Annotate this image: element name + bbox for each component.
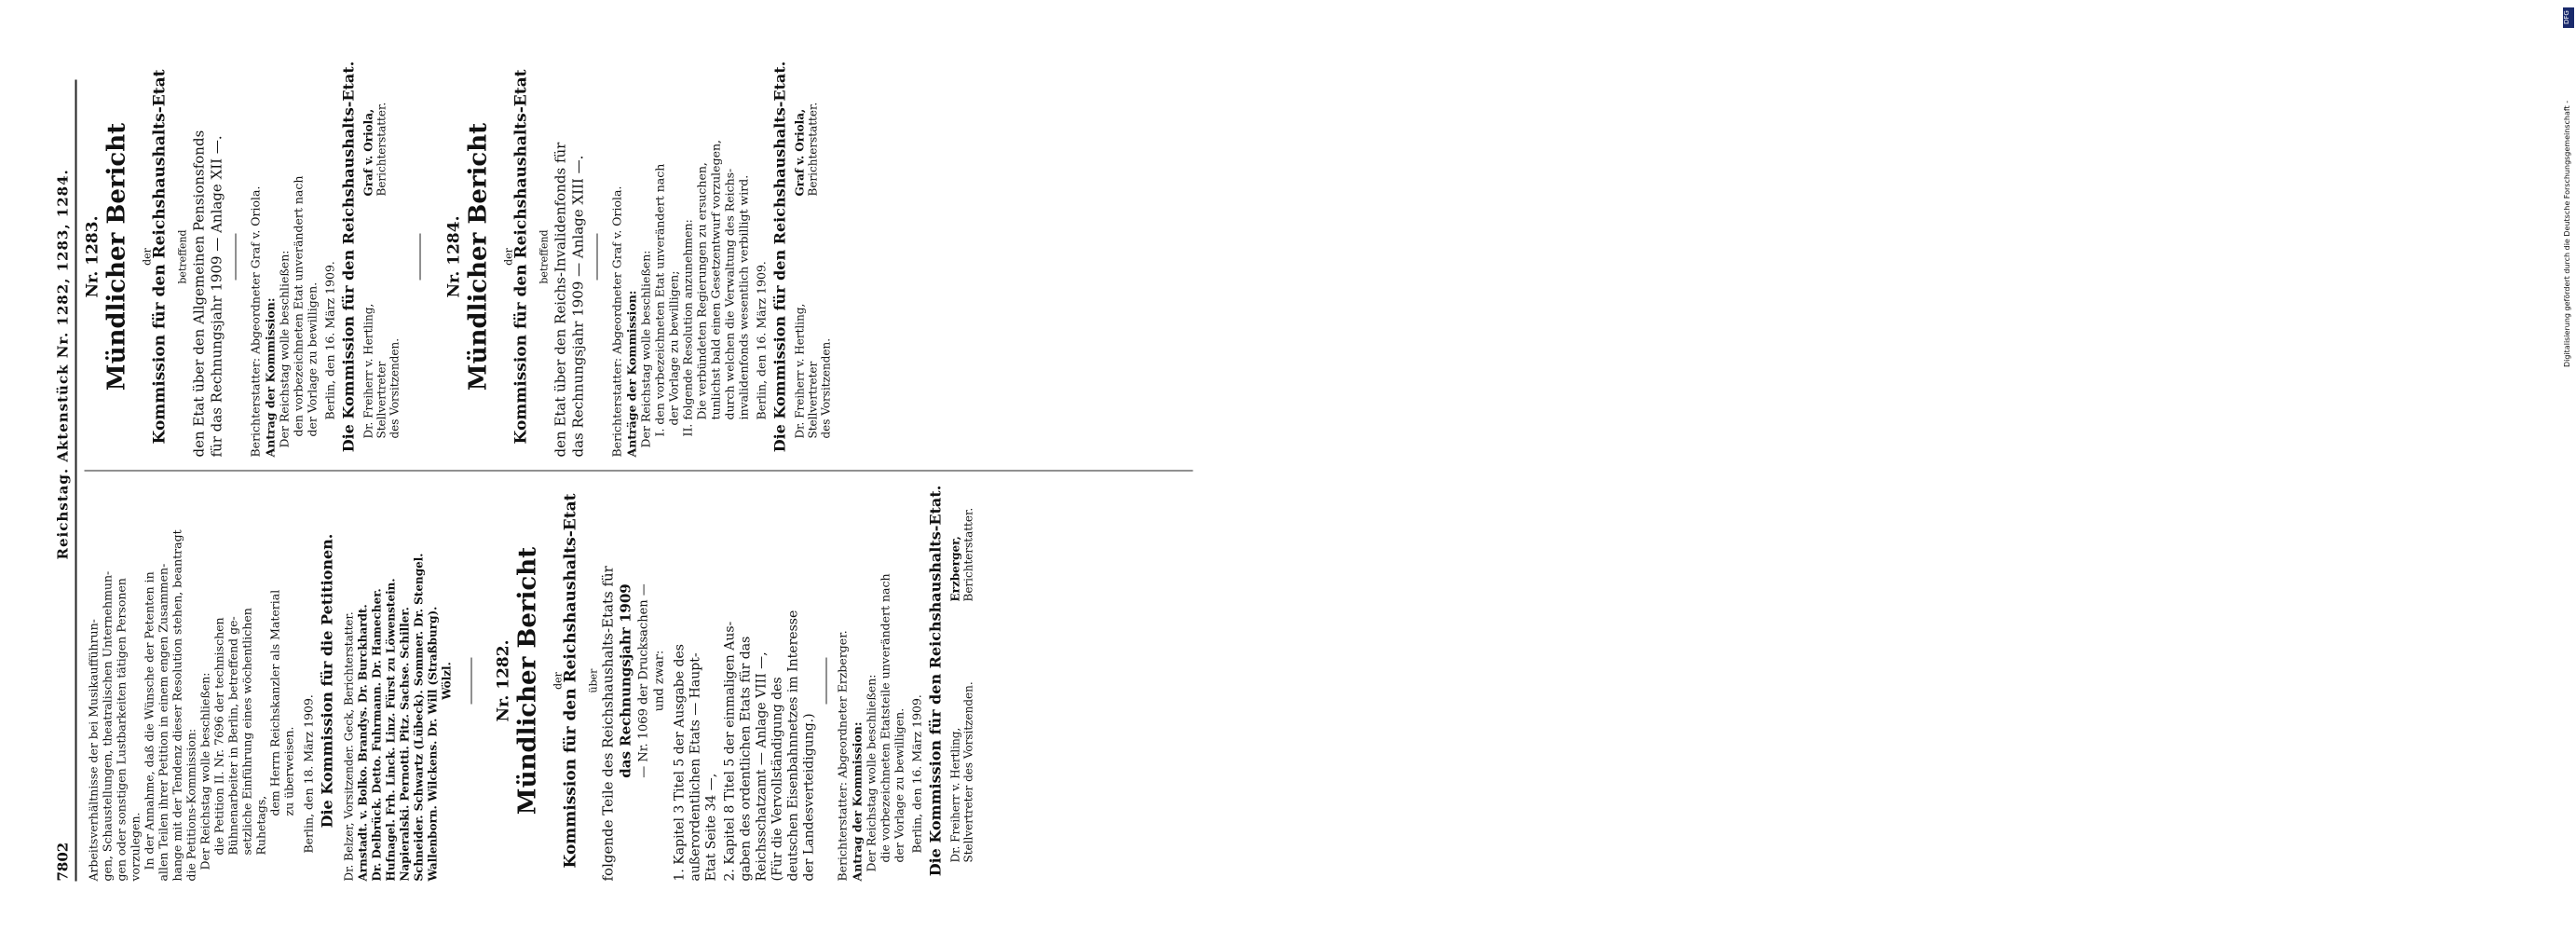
- commission-title: Kommission für den Reichshaushalts-Etat: [150, 69, 169, 444]
- header-rule: [75, 79, 76, 881]
- body-line: Bühnenarbeiter in Berlin, betreffend ge-: [225, 615, 239, 855]
- commission-heading: Die Kommission für den Reichshaushalts-Etat.: [339, 61, 357, 452]
- motion-heading: Antrag der Kommission:: [850, 721, 864, 881]
- item-line: 1. Kapitel 3 Titel 5 der Ausgabe des: [672, 643, 687, 881]
- commission-heading: Die Kommission für den Reichshaushalts-Etat.: [926, 485, 944, 876]
- doc-number: Nr. 1282.: [494, 639, 512, 722]
- section-rule: [825, 657, 826, 704]
- body-line: allen Teilen ihrer Petition in einem engen Zusammen-: [156, 563, 170, 881]
- item-line: gaben des ordentlichen Etats für das: [738, 636, 753, 881]
- motion-line: tunlichst bald einen Gesetzentwurf vorzulegen,: [708, 139, 722, 419]
- date-line: Berlin, den 16. März 1909.: [909, 693, 923, 853]
- betreffend-word: betreffend: [538, 228, 550, 284]
- signature-right: Berichterstatter.: [375, 102, 388, 196]
- der-word: der: [502, 247, 514, 266]
- betreffend-word: betreffend: [176, 228, 188, 284]
- member-line: Dr. Belzer, Vorsitzender. Geck, Berichterstatter.: [342, 610, 355, 881]
- reporter-line: Berichterstatter: Abgeordneter Graf v. Oriola.: [248, 185, 262, 457]
- body-line: Der Reichstag wolle beschließen:: [198, 672, 211, 870]
- motion-line: durch welchen die Verwaltung des Reichs-: [722, 168, 736, 419]
- motion-heading: Antrag der Kommission:: [263, 297, 277, 457]
- body-line: hange mit der Tendenz dieser Resolution stehen, beantragt: [170, 528, 184, 881]
- date-line: Berlin, den 16. März 1909.: [754, 260, 768, 419]
- motion-line: Der Reichstag wolle beschließen:: [864, 674, 878, 871]
- body-line: die Petition II. Nr. 7696 der technischen: [211, 616, 225, 855]
- doc-number: Nr. 1284.: [444, 215, 463, 298]
- right-column: [83, 56, 1204, 457]
- commission-heading: Die Kommission für den Reichshaushalts-Etat.: [770, 61, 788, 452]
- signature-left: Stellvertreter des Vorsitzenden.: [961, 680, 975, 862]
- der-word: der: [141, 247, 153, 266]
- signature-right: Berichterstatter.: [961, 507, 975, 601]
- signature-left: Dr. Freiherr v. Hertling,: [793, 303, 806, 438]
- dfg-logo: DFG: [2563, 7, 2574, 28]
- subject-line: — Nr. 1069 der Drucksachen —: [636, 582, 650, 778]
- commission-heading: Die Kommission für die Petitionen.: [318, 533, 335, 828]
- subject-line: das Rechnungsjahr 1909 — Anlage XIII —.: [569, 155, 586, 457]
- report-title: Mündlicher Bericht: [102, 122, 130, 391]
- motion-line: Der Reichstag wolle beschließen:: [638, 250, 652, 447]
- body-line: gen oder sonstigen Lustbarkeiten tätigen Personen: [114, 577, 128, 881]
- section-rule: [596, 233, 597, 280]
- body-line: In der Annahme, daß die Wünsche der Petenten in: [142, 570, 156, 870]
- item-line: deutschen Eisenbahnnetzes im Interesse: [785, 610, 800, 881]
- column-divider: [84, 470, 1193, 471]
- subject-line: den Etat über den Reichs-Invalidenfonds für: [552, 142, 568, 457]
- member-line: Wallenborn. Wilckens. Dr. Will (Straßburg).: [426, 606, 439, 881]
- body-line: vorzulegen.: [128, 811, 142, 881]
- member-line: Arnstadt. v. Bolko. Brandys. Dr. Burckhardt.: [356, 603, 369, 881]
- item-line: Etat Seite 34 —,: [703, 773, 718, 881]
- item-line: (Für die Vervollständigung des: [770, 676, 784, 881]
- motion-line: der Vorlage zu bewilligen.: [305, 281, 319, 436]
- body-line: zu überweisen.: [281, 726, 295, 816]
- subject-line: den Etat über den Allgemeinen Pensionsfonds: [190, 130, 207, 457]
- motion-line: der Vorlage zu bewilligen.: [892, 707, 906, 862]
- date-line: Berlin, den 18. März 1909.: [301, 693, 315, 853]
- running-head: Reichstag. Aktenstück Nr. 1282, 1283, 1284.: [54, 168, 71, 559]
- commission-title: Kommission für den Reichshaushalts-Etat: [561, 493, 579, 868]
- signature-left: des Vorsitzenden.: [388, 337, 401, 438]
- signature-left: Stellvertreter: [375, 361, 388, 438]
- section-rule: [419, 233, 420, 280]
- report-title: Mündlicher Bericht: [513, 546, 541, 815]
- signature-right: Erzberger,: [948, 535, 961, 601]
- motion-line: invalidenfonds wesentlich verbilligt wird.: [736, 174, 750, 419]
- body-line: Arbeitsverhältnisse der bei Musikaufführun-: [86, 618, 100, 881]
- motion-line: II. folgende Resolution anzunehmen:: [680, 218, 694, 436]
- signature-right: Graf v. Oriola,: [361, 108, 375, 196]
- body-line: Ruhetags,: [253, 795, 267, 855]
- item-line: außerordentlichen Etats — Haupt-: [688, 651, 702, 881]
- signature-right: Graf v. Oriola,: [793, 108, 806, 196]
- signature-right: Berichterstatter.: [806, 102, 819, 196]
- left-column: [86, 480, 1204, 881]
- der-word: der: [552, 671, 564, 690]
- ueber-word: über: [587, 668, 599, 692]
- section-rule: [235, 233, 236, 280]
- signature-left: des Vorsitzenden.: [819, 337, 832, 438]
- motion-line: der Vorlage zu bewilligen;: [666, 270, 680, 425]
- section-rule: [470, 657, 471, 704]
- motion-line: I. den vorbezeichneten Etat unverändert nach: [652, 163, 666, 436]
- doc-number: Nr. 1283.: [83, 215, 102, 298]
- subject-line: folgende Teile des Reichshaushalts-Etats für: [599, 565, 616, 881]
- member-line: Schneider. Schwartz (Lübeck). Sommer. Dr. Stengel.: [412, 553, 425, 881]
- report-title: Mündlicher Bericht: [464, 122, 492, 391]
- motion-heading: Anträge der Kommission:: [624, 290, 638, 457]
- member-line: Wölzl.: [440, 661, 453, 700]
- commission-title: Kommission für den Reichshaushalts-Etat: [511, 69, 530, 444]
- body-line: die Petitions-Kommission:: [184, 728, 198, 881]
- motion-line: Die verbündeten Regierungen zu ersuchen,: [694, 161, 708, 419]
- motion-line: Der Reichstag wolle beschließen:: [277, 250, 291, 447]
- signature-left: Dr. Freiherr v. Hertling,: [948, 727, 961, 862]
- subject-line: das Rechnungsjahr 1909: [617, 582, 634, 778]
- body-line: dem Herrn Reichskanzler als Material: [267, 589, 281, 816]
- subject-line: und zwar:: [652, 650, 666, 711]
- reporter-line: Berichterstatter: Abgeordneter Erzberger.: [835, 629, 849, 881]
- dfg-credit-text: Digitalisierung gefördert durch die Deutsche Forschungsgemeinschaft -: [2563, 100, 2571, 367]
- signature-left: Stellvertreter: [806, 361, 819, 438]
- motion-line: die vorbezeichneten Etatsteile unverändert nach: [878, 572, 892, 862]
- motion-line: den vorbezeichneten Etat unverändert nach: [291, 175, 305, 436]
- item-line: Reichsschatzamt — Anlage VIII —,: [754, 651, 769, 881]
- signature-left: Dr. Freiherr v. Hertling,: [361, 303, 375, 438]
- date-line: Berlin, den 16. März 1909.: [322, 260, 336, 419]
- reporter-line: Berichterstatter: Abgeordneter Graf v. Oriola.: [609, 185, 623, 457]
- member-line: Napieralski. Pernotti. Pitz. Sachse. Schiller.: [398, 606, 411, 881]
- page-number: 7802: [54, 842, 71, 881]
- body-line: setzliche Einführung eines wöchentlichen: [239, 607, 253, 855]
- body-line: gen, Schaustellungen, theatralischen Unternehmun-: [100, 570, 114, 881]
- member-line: Hufnagel. Frh. Linck. Linz. Fürst zu Löwenstein.: [384, 577, 397, 881]
- item-line: der Landesverteidigung.): [801, 712, 816, 881]
- subject-line: für das Rechnungsjahr 1909 — Anlage XII —.: [208, 134, 225, 457]
- item-line: 2. Kapitel 8 Titel 5 der einmaligen Aus-: [722, 621, 737, 881]
- member-line: Dr. Delbrück. Detto. Fuhrmann. Dr. Hamecher.: [370, 587, 383, 881]
